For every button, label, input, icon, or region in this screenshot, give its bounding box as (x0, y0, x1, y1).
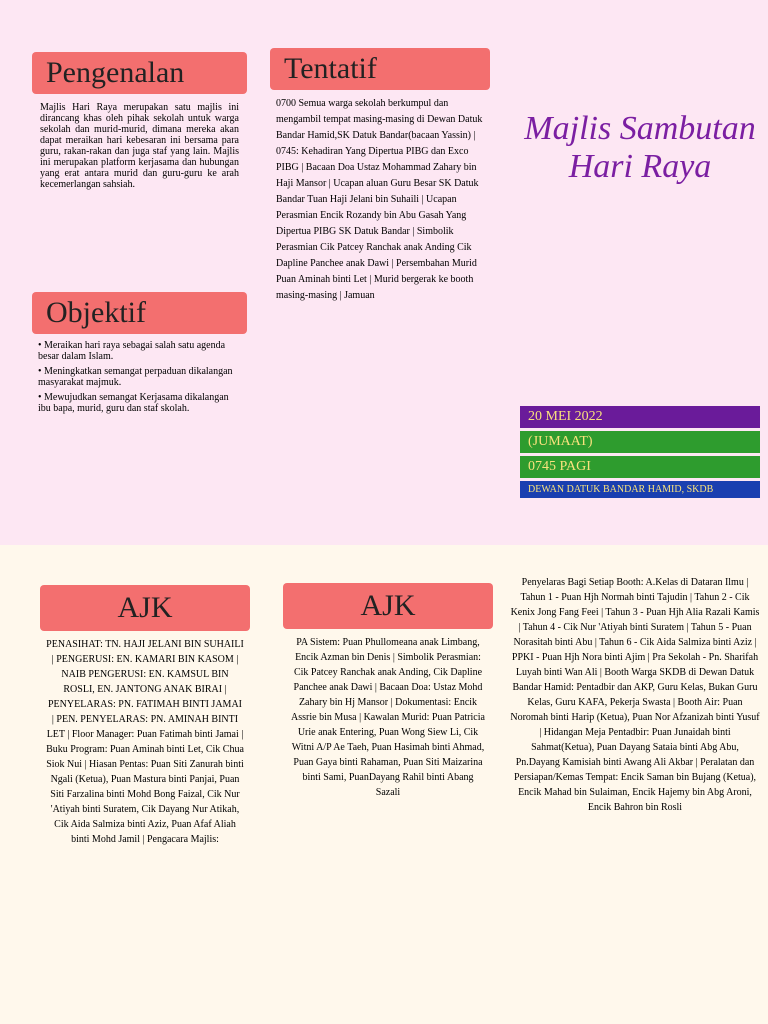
place-label: DEWAN DATUK BANDAR HAMID, SKDB (520, 481, 760, 498)
objektif-list (32, 334, 247, 424)
time-label: 0745 PAGI (520, 456, 760, 478)
ajk1-title: AJK (40, 585, 250, 631)
pengenalan-title: Pengenalan (32, 52, 247, 94)
ajk1-section (40, 585, 250, 1024)
ajk2-section (283, 583, 493, 1024)
ajk1-text: PENASIHAT: TN. HAJI JELANI BIN SUHAILI | PENGERUSI: EN. KAMARI BIN KASOM | NAIB PENGERUSI: EN. KAMSUL BIN ROSLI, EN. JANTONG ANAK BIRAI | PENYELARAS: PN. FATIMAH BINTI JAMAI | PEN. PENYELARAS: PN. AMINAH BINTI LET | Floor Manager: Puan Fatimah binti Jamai | Buku Program: Puan Aminah binti Let, Cik Chua Siok Nui | Hiasan Pentas: Puan Siti Zanurah binti Ngali (Ketua), Puan Mastura binti Panjai, Puan Siti Farzalina binti Mohd Bong Faizal, Cik Nur 'Atiyah binti Suratem, Cik Dayang Nur Atikah, Cik Aida Salmiza binti Aziz, Puan Afaf Aliah binti Mohd Jamil | Pengacara Majlis: (46, 638, 244, 845)
objektif-section (32, 292, 247, 472)
booth-text: Penyelaras Bagi Setiap Booth: A.Kelas di Dataran Ilmu | Tahun 1 - Puan Hjh Normah binti Tajudin | Tahun 2 - Cik Kenix Jong Fang Feei | Tahun 3 - Puan Hjh Alia Razali Kamis | Tahun 4 - Cik Nur 'Atiyah binti Suratem | Tahun 5 - Puan Norasitah binti Abu | Tahun 6 - Cik Aida Salmiza binti Aziz | PPKI - Puan Hjh Nora binti Ajim | Pra Sekolah - Pn. Sharifah Luyah binti Wan Ali | Booth Warga SKDB di Dewan Datuk Bandar Hamid: Pentadbir dan AKP, Guru Kelas, Bukan Guru Kelas, Guru KAFA, Pekerja Swasta | Booth Air: Puan Noromah binti Harip (Ketua), Puan Nor Afzanizah binti Yusuf | Hidangan Meja Pentadbir: Puan Junaidah binti Sahmat(Ketua), Puan Dayang Sataia binti Abg Abu, Pn.Dayang Kamisiah binti Awang Ali Akbar | Peralatan dan Persiapan/Kemas Tempat: Encik Saman bin Bujang (Ketua), Encik Mahad bin Sulaiman, Encik Hajemy bin Abg Aroni, Encik Bahron bin Rosli (510, 577, 760, 813)
date-label: 20 MEI 2022 (520, 406, 760, 428)
objektif-item: • Meraikan hari raya sebagai salah satu agenda besar dalam Islam. (38, 340, 226, 362)
tentatif-title: Tentatif (270, 48, 490, 90)
pengenalan-section (32, 52, 247, 272)
objektif-item: • Meningkatkan semangat perpaduan dikalangan masyarakat majmuk. (38, 366, 233, 388)
objektif-item: • Mewujudkan semangat Kerjasama dikalangan ibu bapa, murid, guru dan staf skolah. (38, 392, 229, 414)
cover-panel (520, 110, 760, 540)
tentatif-text: 0700 Semua warga sekolah berkumpul dan mengambil tempat masing-masing di Dewan Datuk Bandar Hamid,SK Datuk Bandar(bacaan Yassin) | 0745: Kehadiran Yang Dipertua PIBG dan Exco PIBG | Bacaan Doa Ustaz Mohammad Zahary bin Haji Mansor | Ucapan aluan Guru Besar SK Datuk Bandar Tuan Haji Jelani bin Suhaili | Ucapan Perasmian Encik Rozandy bin Abu Gasah Yang Dipertua PIBG SK Datuk Bandar | Simbolik Perasmian Cik Patcey Ranchak anak Anding Cik Dapline Panchee anak Dawi | Persembahan Murid Puan Aminah binti Let | Murid bergerak ke booth masing-masing | Jamuan (276, 98, 483, 301)
ajk2-title: AJK (283, 583, 493, 629)
cover-title: Majlis Sambutan Hari Raya (524, 110, 756, 185)
tentatif-section (270, 48, 490, 543)
day-label: (JUMAAT) (520, 431, 760, 453)
objektif-title: Objektif (32, 292, 247, 334)
pengenalan-text: Majlis Hari Raya merupakan satu majlis ini dirancang khas oleh pihak sekolah untuk warga sekolah dan murid-murid, dimana mereka akan dapat meraikan hari kebesaran ini bersama para guru, rakan-rakan dan juga staf yang lain. Majlis ini merupakan platform kerjasama dan hubungan yang erat antara murid dan guru-guru ke arah kecemerlangan sahsiah. (40, 102, 239, 190)
ajk2-text: PA Sistem: Puan Phullomeana anak Limbang, Encik Azman bin Denis | Simbolik Perasmian: Cik Patcey Ranchak anak Anding, Cik Dapline Panchee anak Dawi | Bacaan Doa: Ustaz Mohd Zahary bin Hj Mansor | Dokumentasi: Encik Assrie bin Musa | Kawalan Murid: Puan Patricia Urie anak Entering, Puan Wong Siew Li, Cik Witni A/P Ae Taeh, Puan Hasimah binti Ahmad, Puan Gaya binti Rahaman, Puan Siti Maizarina binti Sami, PuanDayang Rahil binti Abang Sazali (291, 636, 485, 798)
